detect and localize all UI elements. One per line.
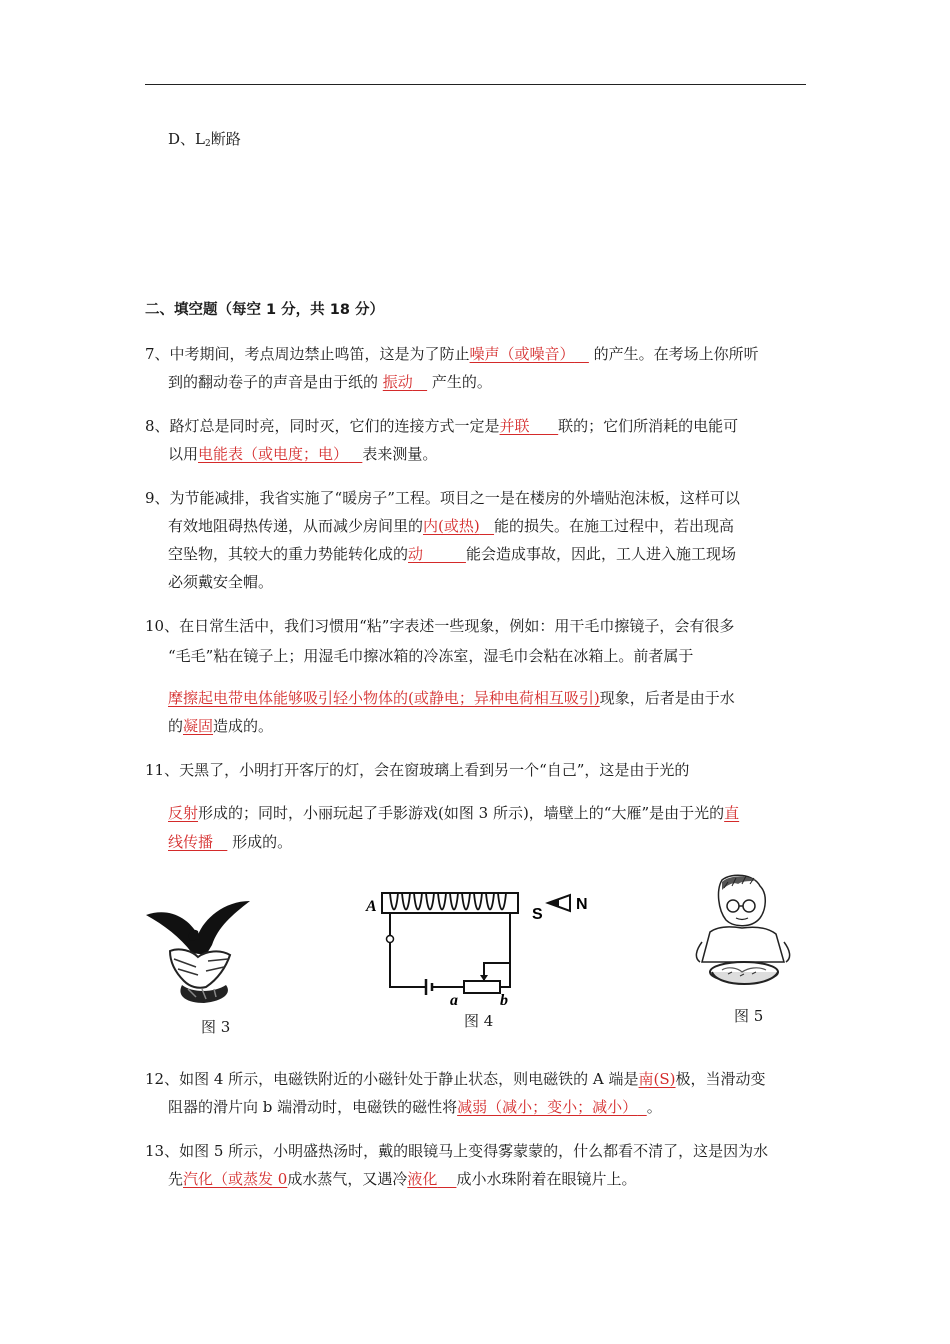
q10-answer-2: 凝固 xyxy=(183,717,214,735)
q11-line3: 线传播 形成的。 xyxy=(168,833,293,851)
q13-line2: 先汽化（或蒸发 0成水蒸气，又遇冷液化 成小水珠附着在眼镜片上。 xyxy=(168,1170,637,1188)
figure-5-boy-soup xyxy=(688,872,798,998)
figure-4-circuit xyxy=(360,885,600,1005)
q10-line1: 10、在日常生活中，我们习惯用“粘”字表述一些现象，例如：用干毛巾擦镜子，会有很多 xyxy=(145,617,735,635)
q9-line2: 有效地阻碍热传递，从而减少房间里的内(或热) 能的损失。在施工过程中，若出现高 xyxy=(168,517,735,535)
q11-answer-2a: 直 xyxy=(724,804,740,822)
slider-b-label: b xyxy=(500,992,508,1005)
q13-answer-1: 汽化（或蒸发 0 xyxy=(183,1170,288,1188)
q11-answer-1: 反射 xyxy=(168,804,199,822)
q9-line4: 必须戴安全帽。 xyxy=(168,573,274,591)
coil-end-a-label: A xyxy=(366,898,377,915)
q13-answer-2: 液化 xyxy=(407,1170,438,1188)
q9-answer-2: 动 xyxy=(408,545,424,563)
q7-answer-2: 振动 xyxy=(382,373,413,391)
q13-line1: 13、如图 5 所示，小明盛热汤时，戴的眼镜马上变得雾蒙蒙的，什么都看不清了，这是因为水 xyxy=(145,1142,769,1160)
q11-line2: 反射形成的；同时，小丽玩起了手影游戏(如图 3 所示)，墙壁上的“大雁”是由于光的直 xyxy=(168,804,740,822)
q7-answer-1: 噪声（或噪音） xyxy=(469,345,575,363)
figure-5-caption: 图 5 xyxy=(734,1007,764,1025)
q12-answer-2: 减弱（减小；变小；减小） xyxy=(457,1098,638,1116)
q7-line2: 到的翻动卷子的声音是由于纸的 振动 产生的。 xyxy=(168,373,492,391)
figure-3-hand-shadow xyxy=(140,893,255,1008)
section-heading: 二、填空题（每空 1 分，共 18 分） xyxy=(145,302,384,318)
q9-line3: 空坠物，其较大的重力势能转化成的动 能会造成事故，因此，工人进入施工现场 xyxy=(168,545,736,563)
q7-line1: 7、中考期间，考点周边禁止鸣笛，这是为了防止噪声（或噪音） 的产生。在考场上你所听 xyxy=(145,345,759,363)
hand-shadow-bird-icon xyxy=(140,893,255,1008)
needle-n-label: N xyxy=(576,896,588,913)
q10-line3: 摩擦起电带电体能够吸引轻小物体的(或静电；异种电荷相互吸引)现象，后者是由于水 xyxy=(168,689,735,707)
q8-answer-1: 并联 xyxy=(499,417,530,435)
q10-line4: 的凝固造成的。 xyxy=(168,717,274,735)
q10-line2: “毛毛”粘在镜子上；用湿毛巾擦冰箱的冷冻室，湿毛巾会粘在冰箱上。前者属于 xyxy=(168,647,694,665)
q11-line1: 11、天黑了，小明打开客厅的灯，会在窗玻璃上看到另一个“自己”，这是由于光的 xyxy=(145,761,690,779)
q10-answer-1: 摩擦起电带电体能够吸引轻小物体的(或静电；异种电荷相互吸引) xyxy=(168,689,600,707)
q9-answer-1: 内(或热) xyxy=(423,517,480,535)
q8-line1: 8、路灯总是同时亮，同时灭，它们的连接方式一定是并联 联的；它们所消耗的电能可 xyxy=(145,417,739,435)
q12-answer-1: 南(S) xyxy=(638,1070,676,1088)
q8-line2: 以用电能表（或电度；电） 表来测量。 xyxy=(168,445,438,463)
needle-s-label: S xyxy=(532,906,543,923)
electromagnet-circuit-diagram xyxy=(360,885,600,1005)
header-rule xyxy=(145,84,806,85)
q12-line2: 阻器的滑片向 b 端滑动时，电磁铁的磁性将减弱（减小；变小；减小） 。 xyxy=(168,1098,662,1116)
q11-answer-2b: 线传播 xyxy=(168,833,214,851)
option-d: D、$L_2$断路 xyxy=(168,130,241,149)
q8-answer-2: 电能表（或电度；电） xyxy=(198,445,349,463)
figure-4-caption: 图 4 xyxy=(464,1012,494,1030)
slider-a-label: a xyxy=(450,992,458,1005)
q9-line1: 9、为节能减排，我省实施了“暖房子”工程。项目之一是在楼房的外墙贴泡沫板，这样可以 xyxy=(145,489,740,507)
q12-line1: 12、如图 4 所示，电磁铁附近的小磁针处于静止状态，则电磁铁的 A 端是南(S)极，当滑动变 xyxy=(145,1070,766,1088)
boy-with-glasses-icon xyxy=(688,872,798,998)
figure-3-caption: 图 3 xyxy=(201,1018,231,1036)
